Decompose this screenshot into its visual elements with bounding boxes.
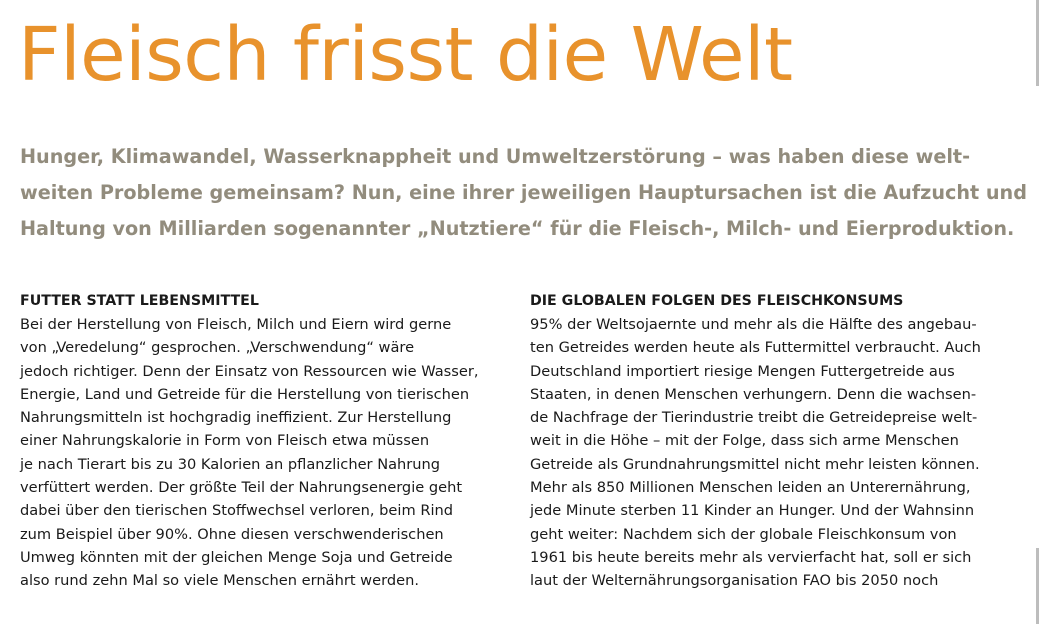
page-title: Fleisch frisst die Welt (18, 12, 793, 98)
body-line: Bei der Herstellung von Fleisch, Milch und Eiern wird gerne (20, 316, 452, 333)
body-line: Energie, Land und Getreide für die Herstellung von tierischen (20, 385, 470, 403)
body-line: Getreide als Grundnahrungsmittel nicht mehr leisten können. (530, 455, 980, 473)
body-line: also rund zehn Mal so viele Menschen ernährt werden. (20, 572, 419, 590)
body-line: Staaten, in denen Menschen verhungern. Denn die wachsen- (530, 385, 977, 403)
body-line: Mehr als 850 Millionen Menschen leiden an Unterernährung, (530, 479, 971, 497)
lead-paragraph (20, 139, 1027, 247)
body-line: verfüttert werden. Der größte Teil der Nahrungsenergie geht (20, 479, 463, 497)
body-line: Deutschland importiert riesige Mengen Futtergetreide aus (530, 362, 955, 380)
body-line: geht weiter: Nachdem sich der globale Fleischkonsum von (530, 525, 957, 543)
body-line: ten Getreides werden heute als Futtermittel verbraucht. Auch (530, 339, 981, 357)
body-line: jede Minute sterben 11 Kinder an Hunger. Und der Wahnsinn (530, 502, 975, 520)
body-line: 1961 bis heute bereits mehr als vervierfacht hat, soll er sich (530, 548, 972, 566)
body-line: einer Nahrungskalorie in Form von Fleisch etwa müssen (20, 432, 430, 450)
body-line: Umweg könnten mit der gleichen Menge Soja und Getreide (20, 548, 453, 566)
left-column (20, 289, 520, 593)
body-line: laut der Welternährungsorganisation FAO bis 2050 noch (530, 572, 939, 590)
body-line: weit in die Höhe – mit der Folge, dass sich arme Menschen (530, 432, 959, 450)
body-line: jedoch richtiger. Denn der Einsatz von Ressourcen wie Wasser, (20, 362, 479, 380)
section-heading-right: DIE GLOBALEN FOLGEN DES FLEISCHKONSUMS (530, 293, 904, 309)
body-line: 95% der Weltsojaernte und mehr als die Hälfte des angebau- (530, 316, 977, 333)
body-line: Nahrungsmitteln ist hochgradig ineffizient. Zur Herstellung (20, 409, 452, 427)
body-line: de Nachfrage der Tierindustrie treibt die Getreidepreise welt- (530, 409, 978, 427)
body-line: von „Veredelung“ gesprochen. „Verschwendung“ wäre (20, 339, 415, 357)
right-column (530, 289, 1030, 593)
lead-line: Haltung von Milliarden sogenannter „Nutztiere“ für die Fleisch-, Milch- und Eierproduktion. (20, 217, 1015, 240)
lead-line: Hunger, Klimawandel, Wasserknappheit und Umweltzerstörung – was haben diese welt- (20, 145, 971, 168)
body-line: je nach Tierart bis zu 30 Kalorien an pflanzlicher Nahrung (20, 455, 441, 473)
section-heading-left: FUTTER STATT LEBENSMITTEL (20, 293, 259, 309)
lead-line: weiten Probleme gemeinsam? Nun, eine ihrer jeweiligen Hauptursachen ist die Aufzucht und (20, 181, 1027, 204)
body-line: zum Beispiel über 90%. Ohne diesen verschwenderischen (20, 525, 444, 543)
body-line: dabei über den tierischen Stoffwechsel verloren, beim Rind (20, 502, 454, 520)
